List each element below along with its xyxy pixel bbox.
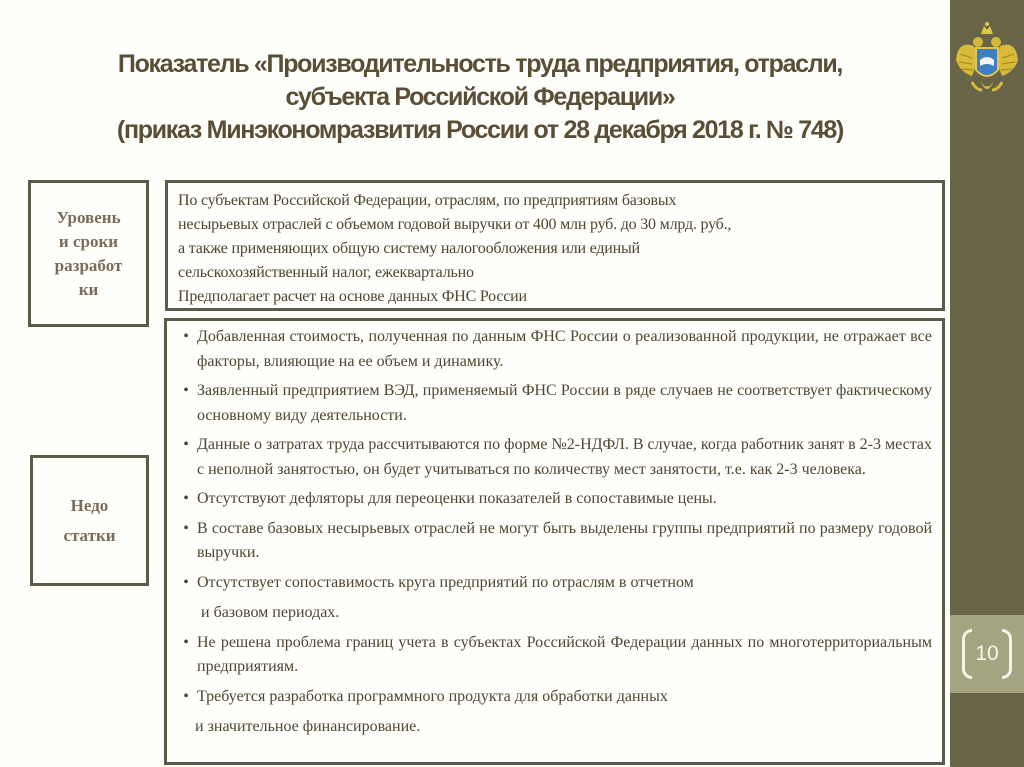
bullet-item — [175, 325, 932, 374]
bullet-text: Требуется разработка программного продукта для обработки данных — [197, 687, 668, 705]
content-box-shortcomings — [164, 318, 945, 765]
content-line: сельскохозяйственный налог, ежеквартально — [178, 264, 474, 281]
bullet-text: Не решена проблема границ учета в субъектах Российской Федерации данных по многотерриториальным предприятиям. — [197, 633, 932, 675]
bullet-icon: • — [183, 519, 189, 537]
bullet-text: В составе базовых несырьевых отраслей не могут быть выделены группы предприятий по размеру годовой выручки. — [197, 519, 932, 561]
left-bracket-icon — [962, 629, 972, 679]
bullet-continuation: и значительное финансирование. — [195, 718, 421, 735]
bullet-item — [175, 487, 932, 512]
bullet-item — [175, 685, 932, 740]
bullet-item — [175, 433, 932, 482]
bullet-item — [175, 631, 932, 680]
right-bracket-icon — [1002, 629, 1012, 679]
bullet-continuation: и базовом периодах. — [201, 604, 340, 621]
bullet-icon: • — [183, 436, 189, 453]
label-line: Недо — [70, 495, 109, 515]
bullet-icon: • — [183, 490, 189, 507]
bullet-icon: • — [183, 573, 189, 591]
label-line: Уровень — [56, 207, 121, 227]
bullet-text-wrapper — [197, 571, 932, 626]
bullet-text: Отсутствуют дефляторы для переоценки показателей в сопоставимые цены. — [197, 490, 717, 507]
bullet-icon: • — [183, 328, 189, 345]
content-line: Предполагает расчет на основе данных ФНС России — [178, 288, 527, 305]
label-line: ки — [78, 279, 99, 299]
title-line-2: субъекта Российской Федерации» — [285, 83, 675, 111]
label-line: разработ — [54, 255, 123, 275]
page-number-block — [950, 615, 1024, 693]
coat-of-arms-icon — [954, 20, 1020, 104]
bullet-text: Данные о затратах труда рассчитываются по форме №2-НДФЛ. В случае, когда работник занят в 2-3 местах с неполной занятостью, он будет учитываться по количеству мест занятости, т.е. как 2-3 человека. — [197, 436, 932, 478]
bullet-text-wrapper — [197, 685, 932, 740]
content-line: несырьевых отраслей с объемом годовой выручки от 400 млн руб. до 30 млрд. руб., — [178, 216, 732, 233]
label-box-shortcomings — [30, 455, 149, 586]
page-number: 10 — [975, 642, 999, 665]
bullet-text: Заявленный предприятием ВЭД, применяемый ФНС России в ряде случаев не соответствует фактическому основному виду деятельности. — [197, 382, 932, 424]
label-box-level-and-timing — [28, 180, 149, 327]
label-line: и сроки — [58, 231, 119, 251]
title-line-1: Показатель «Производительность труда предприятия, отрасли, — [117, 50, 843, 78]
content-box-level-and-timing — [165, 180, 945, 311]
title-line-3: (приказ Минэкономразвития России от 28 декабря 2018 г. № 748) — [116, 116, 844, 144]
right-sidebar — [948, 0, 1024, 767]
content-line: а также применяющих общую систему налогообложения или единый — [178, 240, 640, 257]
content-line: По субъектам Российской Федерации, отраслям, по предприятиям базовых — [178, 192, 677, 209]
slide-title — [40, 48, 920, 147]
bullet-icon: • — [183, 382, 189, 399]
bullet-icon: • — [183, 633, 189, 651]
bullet-item — [175, 571, 932, 626]
bullet-icon: • — [183, 687, 189, 705]
label-line: статки — [63, 525, 116, 545]
bullet-text: Добавленная стоимость, полученная по данным ФНС России о реализованной продукции, не отражает все факторы, влияющие на ее объем и динамику. — [197, 328, 932, 370]
bullet-item — [175, 517, 932, 566]
bullet-text: Отсутствует сопоставимость круга предприятий по отраслям в отчетном — [197, 573, 694, 591]
bullet-item — [175, 379, 932, 428]
